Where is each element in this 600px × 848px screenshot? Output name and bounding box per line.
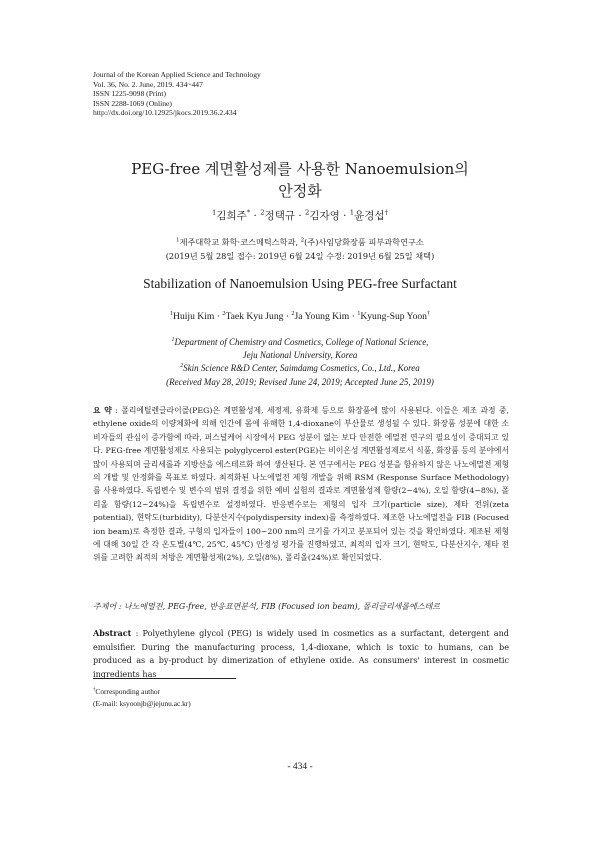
affiliation-text: Skin Science R&D Center, Saimdamg Cosmetics, Co., Ltd., Korea — [183, 363, 420, 374]
author-sup: 2 — [260, 208, 265, 217]
affiliation-sup: 2 — [300, 237, 305, 244]
abstract-korean-label: 요 약 — [93, 406, 112, 415]
affiliation-sup: 2 — [180, 363, 184, 370]
abstract-english — [93, 627, 509, 681]
doi-link[interactable]: http://dx.doi.org/10.12925/jkocs.2019.36.2.434 — [93, 108, 237, 118]
title-english: Stabilization of Nanoemulsion Using PEG-free Surfactant — [143, 276, 457, 291]
author-name: 김희주 — [216, 210, 247, 222]
footnote-line1 — [93, 686, 191, 698]
author-separator: · — [250, 210, 261, 222]
title-korean — [60, 158, 540, 202]
author-name: 김자영 — [309, 210, 340, 222]
author-separator: · — [214, 311, 223, 322]
page-number: - 434 - — [287, 762, 313, 772]
affiliation-korean-line — [60, 235, 540, 249]
author-sup: 2 — [222, 309, 226, 317]
affiliation-english-line3 — [60, 362, 540, 375]
author-sup: 1 — [357, 309, 361, 317]
issn-print: ISSN 1225-9098 (Print) — [93, 89, 166, 99]
affiliation-english-line2: Jeju National University, Korea — [242, 350, 358, 361]
author-sup: 1 — [349, 208, 355, 217]
footnote-email[interactable]: (E-mail: ksyoonjb@jejunu.ac.kr) — [93, 699, 191, 708]
dates-english: (Received May 28, 2019; Revised June 24, 2019; Accepted June 25, 2019) — [166, 376, 434, 387]
journal-volume: Vol. 36, No. 2. June, 2019. 434~447 — [93, 79, 203, 89]
footnote — [93, 686, 191, 710]
author-separator: · — [339, 210, 350, 222]
author-name: 윤경섭 — [354, 210, 385, 222]
author-name: Huiju Kim — [173, 311, 215, 322]
title-korean-line2: 안정화 — [278, 182, 322, 200]
abstract-english-label: Abstract — [93, 628, 132, 638]
affiliation-english-line1 — [60, 336, 540, 349]
abstract-korean — [93, 404, 509, 565]
authors-english — [60, 311, 540, 322]
author-name: Kyung-Sup Yoon — [360, 311, 427, 322]
abstract-english-text: : Polyethylene glycol (PEG) is widely used in cosmetics as a surfactant, detergent and emulsifier. During the manufacturing process, 1,4-dioxane, which is toxic to humans, can be produced as a by-product by dimerization of ethylene oxide. As consumers' interest in cosmetic ingredients has — [93, 628, 509, 679]
journal-name: Journal of the Korean Applied Science and Technology — [93, 70, 261, 79]
author-name: 정택규 — [264, 210, 295, 222]
author-separator: · — [283, 311, 292, 322]
author-sup: 2 — [291, 309, 295, 317]
author-sup: 1 — [212, 208, 217, 217]
author-separator: · — [349, 311, 358, 322]
affiliation-english — [60, 336, 540, 389]
authors-korean — [60, 208, 540, 223]
affiliation-korean — [60, 235, 540, 263]
author-separator: · — [294, 210, 305, 222]
affiliation-sup: 1 — [176, 237, 180, 244]
affiliation-sup: 1 — [171, 337, 175, 343]
footnote-label: Corresponding author — [95, 687, 161, 696]
corresponding-mark: † — [384, 208, 388, 217]
affiliation-1: 제주대학교 화학·코스메틱스학과, — [179, 237, 301, 247]
corresponding-mark: † — [426, 309, 431, 317]
affiliation-text: Department of Chemistry and Cosmetics, College of National Science, — [174, 337, 429, 347]
author-sup: 1 — [169, 309, 174, 317]
author-sup: 2 — [305, 208, 310, 217]
author-name: Ja Young Kim — [294, 311, 350, 322]
issn-online: ISSN 2288-1069 (Online) — [93, 98, 172, 108]
affiliation-2: (주)사임당화장품 피부과학연구소 — [304, 237, 424, 247]
footnote-divider — [93, 678, 236, 679]
dates-korean: (2019년 5월 28일 접수: 2019년 6월 24일 수정: 2019년 6월 25일 채택) — [165, 251, 435, 261]
author-name: Taek Kyu Jung — [225, 311, 284, 322]
abstract-korean-text: : 폴리에틸렌글라이콜(PEG)은 계면활성제, 세정제, 유화제 등으로 화장품에 많이 사용된다. 이들은 제조 과정 중, ethylene oxide의 이량체화에 의해 인간에 몸에 유해한 1,4-dioxane이 부산물로 생성될 수 있다. 화장품 성분에 대한 소비자들의 관심이 증가함에 따라, 퍼스널케어 시장에서 PEG 성분이 없는 보다 안전한 에멀전 연구의 필요성이 증대되고 있다. PEG-free 계면활성제로 사용되는 polyglycerol ester(PGE)는 비이온성 계면활성제로서 식품, 화장품 등의 분야에서 많이 사용되며 글리세롤과 지방산을 에스테르화 하여 생산된다. 본 연구에서는 PEG 성분을 함유하지 않은 나노에멀전 제형의 개발 및 안정화를 목표로 하였다. 최적화된 나노에멀전 제형 개발을 위해 RSM (Response Surface Methodology)를 사용하였다. 독립변수 및 변수의 범위 결정을 위한 예비 실험의 결과로 계면활성제 함량(2~4%), 오일 함량(4~8%), 폴리올 함량(12~24%)을 독립변수로 설정하였다. 반응변수로는 제형의 입자 크기(particle size), 제타 전위(zeta potential), 현탁도(turbidity), 다분산지수(polydispersity index)를 측정하였다. 제조한 나노에멀전을 FIB (Focused ion beam)로 측정한 결과, 구형의 입자들이 100~200 nm의 크기를 가지고 분포되어 있는 것을 확인하였다. 제조된 제형에 대해 30일 간 각 온도별(4℃, 25℃, 45℃) 안정성 평가를 진행하였고, 최적의 입자 크기, 현탁도, 다분산지수, 제타 전위를 고려한 최적의 처방은 계면활성제(2%), 오일(8%), 폴리올(24%)로 확인되었다. — [93, 406, 510, 563]
title-korean-line1: PEG-free 계면활성제를 사용한 Nanoemulsion의 — [131, 160, 469, 178]
keywords: 주제어 : 나노에멀전, PEG-free, 반응표면분석, FIB (Focused ion beam), 폴리글리세롤에스테르 — [93, 602, 441, 611]
journal-info — [93, 70, 261, 118]
author-mark: * — [246, 208, 251, 217]
footnote-mark: † — [93, 687, 96, 693]
